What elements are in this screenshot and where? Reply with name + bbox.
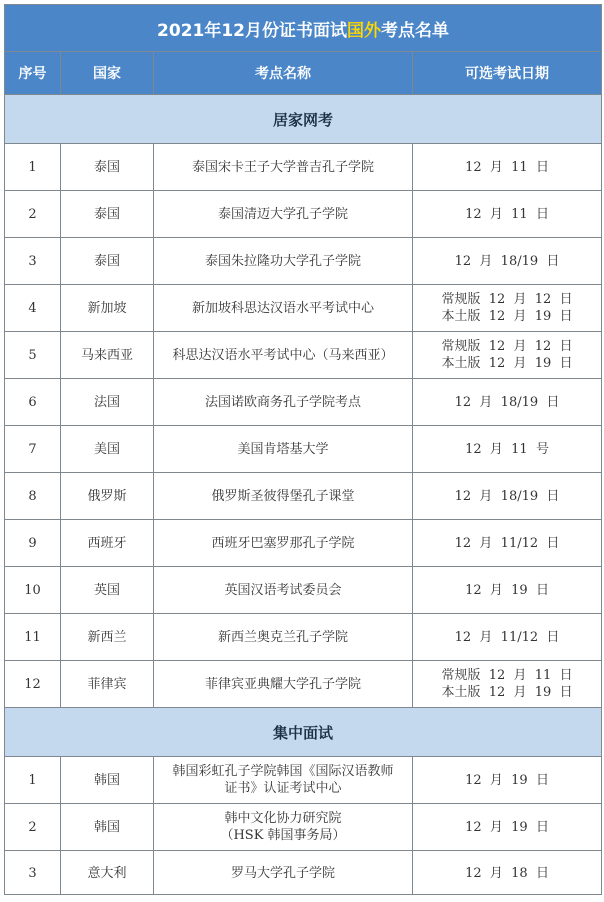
cell-country: 新西兰	[61, 614, 154, 661]
date-line: 12 月 11 日	[465, 206, 549, 222]
date-line: 12 月 19 日	[465, 772, 549, 788]
table-row	[5, 614, 602, 661]
date-line: 12 月 19 日	[465, 819, 549, 835]
site-line: （HSK 韩国事务局）	[220, 828, 346, 843]
cell-site	[154, 520, 413, 567]
date-line: 12 月 18/19 日	[454, 488, 560, 504]
cell-site	[154, 332, 413, 379]
date-line: 本土版 12 月 19 日	[441, 685, 573, 700]
page-title	[5, 5, 602, 52]
cell-site	[154, 473, 413, 520]
date-line: 常规版 12 月 12 日	[441, 339, 573, 354]
cell-country: 菲律宾	[61, 661, 154, 708]
date-line: 常规版 12 月 11 日	[441, 668, 573, 683]
site-line: 韩中文化协力研究院	[224, 811, 342, 826]
header-row	[5, 52, 602, 95]
exam-site-table	[4, 4, 602, 895]
cell-country: 美国	[61, 426, 154, 473]
cell-dates	[413, 379, 602, 426]
section-title: 居家网考	[5, 95, 602, 144]
table-row	[5, 285, 602, 332]
table-row	[5, 191, 602, 238]
cell-country: 英国	[61, 567, 154, 614]
date-line: 12 月 18/19 日	[454, 253, 560, 269]
cell-no: 12	[5, 661, 61, 708]
date-line: 12 月 11/12 日	[454, 629, 560, 645]
table-row	[5, 426, 602, 473]
cell-no: 4	[5, 285, 61, 332]
cell-dates	[413, 567, 602, 614]
cell-country: 新加坡	[61, 285, 154, 332]
cell-site	[154, 144, 413, 191]
header-country: 国家	[61, 52, 154, 95]
title-suffix: 考点名单	[381, 20, 450, 41]
cell-no: 9	[5, 520, 61, 567]
date-line: 12 月 18 日	[465, 866, 549, 881]
site-line: 英国汉语考试委员会	[224, 582, 342, 598]
cell-dates	[413, 804, 602, 851]
date-line: 12 月 18/19 日	[454, 394, 560, 410]
cell-dates	[413, 473, 602, 520]
cell-site	[154, 614, 413, 661]
cell-dates	[413, 332, 602, 379]
title-highlight: 国外	[347, 20, 382, 41]
header-no: 序号	[5, 52, 61, 95]
cell-dates	[413, 144, 602, 191]
table-row	[5, 473, 602, 520]
table-row	[5, 851, 602, 895]
cell-dates	[413, 851, 602, 895]
cell-site	[154, 379, 413, 426]
table-row	[5, 332, 602, 379]
section-row	[5, 95, 602, 144]
table-row	[5, 238, 602, 285]
cell-country: 马来西亚	[61, 332, 154, 379]
cell-no: 5	[5, 332, 61, 379]
site-line: 美国肯塔基大学	[237, 441, 329, 457]
cell-country: 泰国	[61, 144, 154, 191]
cell-site	[154, 426, 413, 473]
cell-country: 西班牙	[61, 520, 154, 567]
cell-site	[154, 285, 413, 332]
cell-no: 1	[5, 144, 61, 191]
cell-country: 泰国	[61, 191, 154, 238]
table-row	[5, 520, 602, 567]
date-line: 本土版 12 月 19 日	[441, 309, 573, 324]
date-line: 常规版 12 月 12 日	[441, 292, 573, 307]
cell-dates	[413, 238, 602, 285]
table-row	[5, 804, 602, 851]
cell-site	[154, 238, 413, 285]
site-line: 法国诺欧商务孔子学院考点	[204, 394, 361, 410]
cell-no: 2	[5, 191, 61, 238]
site-line: 罗马大学孔子学院	[230, 866, 335, 881]
table-row	[5, 661, 602, 708]
cell-no: 6	[5, 379, 61, 426]
cell-country: 泰国	[61, 238, 154, 285]
cell-dates	[413, 757, 602, 804]
table-row	[5, 144, 602, 191]
cell-no: 10	[5, 567, 61, 614]
cell-dates	[413, 661, 602, 708]
title-row	[5, 5, 602, 52]
cell-no: 8	[5, 473, 61, 520]
cell-country: 俄罗斯	[61, 473, 154, 520]
table-row	[5, 757, 602, 804]
cell-site	[154, 191, 413, 238]
site-line: 俄罗斯圣彼得堡孔子课堂	[211, 488, 355, 504]
cell-country: 韩国	[61, 804, 154, 851]
cell-site	[154, 757, 413, 804]
site-line: 菲律宾亚典耀大学孔子学院	[204, 676, 361, 692]
site-line: 韩国彩虹孔子学院韩国《国际汉语教师	[172, 764, 394, 779]
cell-dates	[413, 426, 602, 473]
header-site: 考点名称	[154, 52, 413, 95]
cell-country: 意大利	[61, 851, 154, 895]
site-line: 泰国朱拉隆功大学孔子学院	[204, 253, 361, 269]
section-row	[5, 708, 602, 757]
cell-no: 11	[5, 614, 61, 661]
date-line: 12 月 11/12 日	[454, 535, 560, 551]
site-line: 泰国清迈大学孔子学院	[217, 206, 348, 222]
cell-country: 韩国	[61, 757, 154, 804]
site-line: 科思达汉语水平考试中心（马来西亚）	[172, 347, 394, 363]
site-line: 证书》认证考试中心	[224, 781, 342, 796]
cell-dates	[413, 191, 602, 238]
cell-site	[154, 804, 413, 851]
cell-no: 2	[5, 804, 61, 851]
site-line: 泰国宋卡王子大学普吉孔子学院	[191, 159, 374, 175]
cell-country: 法国	[61, 379, 154, 426]
cell-dates	[413, 520, 602, 567]
cell-no: 3	[5, 238, 61, 285]
site-line: 新加坡科思达汉语水平考试中心	[191, 300, 374, 316]
date-line: 12 月 19 日	[465, 582, 549, 598]
cell-no: 7	[5, 426, 61, 473]
header-dates: 可选考试日期	[413, 52, 602, 95]
cell-dates	[413, 614, 602, 661]
cell-site	[154, 567, 413, 614]
table-body	[5, 5, 602, 895]
cell-dates	[413, 285, 602, 332]
date-line: 12 月 11 日	[465, 159, 549, 175]
site-line: 西班牙巴塞罗那孔子学院	[211, 535, 355, 551]
table-row	[5, 379, 602, 426]
date-line: 本土版 12 月 19 日	[441, 356, 573, 371]
cell-site	[154, 661, 413, 708]
section-title: 集中面试	[5, 708, 602, 757]
site-line: 新西兰奥克兰孔子学院	[217, 629, 348, 645]
cell-site	[154, 851, 413, 895]
title-prefix: 2021年12月份证书面试	[157, 20, 348, 41]
cell-no: 3	[5, 851, 61, 895]
table-row	[5, 567, 602, 614]
cell-no: 1	[5, 757, 61, 804]
date-line: 12 月 11 号	[465, 441, 549, 457]
